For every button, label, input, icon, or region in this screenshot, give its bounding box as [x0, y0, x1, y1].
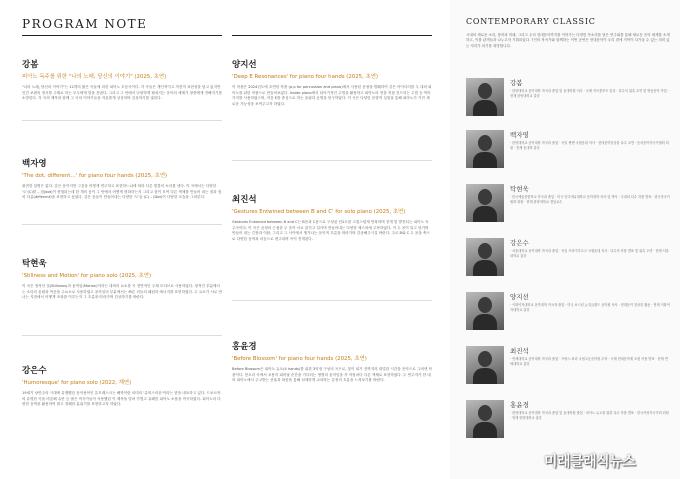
- program-item: [232, 193, 432, 242]
- performer-photo: [466, 400, 504, 438]
- performer-photo: [466, 184, 504, 222]
- performer-bio: · 한국예술종합학교 작곡과 졸업 · 미국 인디애나대학교 음악대학 석사 및 박사 · 국내외 다수 작품 발표 · 한국작곡가협회 회원 · 현재 한양대학교 겸임교수: [510, 195, 670, 204]
- work-description: "나의 노래, 당신의 이야기"는 12개의 짧은 곡들에 의한 피아노 모음곡이다. 각 곡들은 개인적이고 자전적 표현성을 담고 있지만 인간 보편의 정서를 주제로 하는 모두에게 말을 건넨다. 그리고 그 안에서 다양하게 펼쳐지는 음악의 세계가 청중에게 전해지기를 소망한다. 각 곡의 제목과 함께 그 곡의 이야기들을 자유롭게 상상하며 감상하기를 권한다.: [22, 85, 222, 101]
- composer-name: 최진석: [232, 195, 257, 205]
- divider: [232, 300, 432, 301]
- divider: [22, 224, 222, 225]
- performer-name: 양지선: [510, 293, 529, 301]
- performer-bio: · 연세대학교 음악대학 작곡과 졸업 · 프랑스 파리 국립고등음악원 수학 · 국제 현대음악제 초청 작품 발표 · 현재 연세대학교 출강: [510, 357, 668, 366]
- work-description: Gestures Entwined between B and C는 B음과 C음으로 구성된 단2도를 고집스럽게 반복하며 전개 및 발전되는 피아노 독주곡이다. 이 곡은 음정의 근접한 두 음이 서로 얽히고 설키며 만들어내는 다양한 제스처에 주목하였다. 이 두 음이 밀고 당기며 만들어 내는 긴장과 이완, 그리고 그 사이에서 생겨나는 음악적 흐름을 따라가며 감상해주시길 바란다. 주로 B와 C 두 음을 축으로 다양한 음역과 리듬으로 변주되며 곡이 전개된다.: [232, 220, 430, 241]
- work-description: Before Blossom은 피아노 듀오(4 hands)를 위한 3악장 구성의 곡으로, 꽃이 피기 전까지의 내밀한 시간을 음악으로 그려낸 작품이다. 봉오리 속에서 조용히 피어날 순간을 기다리는 생명의 움직임을 각 악장마다 다른 색채로 표현하였다. 두 연주자가 한 대의 피아노에서 주고받는 선율과 화음을 통해 섬세하게 교차하는 감정의 흐름을 느껴보기를 바란다.: [232, 367, 432, 383]
- work-title: 피아노 독주를 위한 "나의 노래, 당신의 이야기" (2025, 초연): [22, 74, 167, 80]
- work-description: 19세기 낭만주의 시대에 유행했던 음악용어인 유모레스크는 해학이란 의미의 '유머스러운'이라는 뜻을 내포하고 있다. 드보르작의 유명한 곡을 비롯해 슈만 등 많은 작곡가들이 사용했던 이 제목을 빌려 가볍고 유쾌한 피아노 소품을 작곡하였다. 피아노의 다양한 음색을 활용하여 밝고 경쾌한 분위기를 표현하고자 하였다.: [22, 391, 221, 407]
- news-watermark: 미래클래식뉴스: [544, 454, 636, 470]
- composer-name: 탁현욱: [22, 259, 47, 269]
- divider: [232, 160, 432, 161]
- work-description: 이 곡은 정적인 것(Stillness)과 움직임(Motion)이라는 대비의 요소를 곡 전반적인 주제 모티브로 사용하였다. 정적인 부분에서는 소리의 울림과 여운을 주요소로 사용하였고 움직임의 부분에서는 빠른 리듬의 패턴과 에너지를 표현하였다. 두 요소가 서로 만나는 지점에서 어떻게 조화를 이루는지 그 흐름을 따라가며 감상하기를 바란다.: [22, 284, 222, 300]
- contemporary-classic-page: [450, 0, 680, 479]
- work-title: 'Stillness and Motion' for piano solo (2025, 초연): [22, 273, 152, 279]
- performer-bio: · 한양대학교 음악대학 작곡과 졸업 · 독일 뮌헨 국립음대 석사 · 현대음악앙상블 다수 초연 · 동서음악작곡가협회 회원 · 현재 동대학 출강: [510, 141, 669, 150]
- performer-bio: · 한양대학교 음악대학 작곡과 졸업 및 동대학원 졸업 · 피아노 듀오를 위한 다수 작품 발표 · 한국여성작곡가회 회원 · 현재 한양대학교 출강: [510, 411, 669, 420]
- performer-bio: · 한양대학교 음악대학 작곡과 졸업 및 동대학원 석사 · 국제 작곡콩쿠르 입상 · 다수의 위촉 초연 및 방송음악 작업 · 현재 한양대학교 출강: [510, 89, 669, 98]
- performer-profile: [466, 346, 672, 386]
- program-item: [22, 257, 222, 301]
- divider: [22, 335, 222, 336]
- performer-bio: · 서울대학교 음악대학 작곡과 졸업 · 독일 프라이부르크 국립음대 석사 · 다수의 작품 발표 및 위촉 초연 · 현재 서울대학교 출강: [510, 249, 669, 258]
- performer-photo: [466, 346, 504, 384]
- composer-name: 백자영: [22, 159, 47, 169]
- composer-name: 양지선: [232, 60, 257, 70]
- composer-name: 강은수: [22, 366, 47, 376]
- program-item: [232, 340, 432, 384]
- performer-photo: [466, 78, 504, 116]
- work-title: 'The dot, different…' for piano four hands (2025, 초연): [22, 173, 168, 179]
- program-item: [22, 157, 222, 201]
- concert-intro: 시대의 새로운 소리, 창작과 미래, 그리고 우리 현대음악까지를 이어가는 다양한 목소리를 담은 연주회를 통해 새로운 음악 세계를 소개하고, 이를 관객들과 나누고자 기획되었다. 7인의 작곡가와 함께하는 이번 공연은 현대음악이 우리 곁에 가까이 다가올 수 있는 의미 있는 자리가 되기를 희망합니다.: [466, 33, 670, 48]
- program-item: [22, 364, 222, 408]
- work-title: 'Deep E Resonances' for piano four hands (2025, 초연): [232, 74, 379, 80]
- performer-name: 탁현욱: [510, 185, 529, 193]
- program-item: [232, 58, 432, 107]
- page-title: PROGRAM NOTE: [22, 17, 148, 31]
- performer-profile: [466, 400, 672, 440]
- performer-profile: [466, 292, 672, 332]
- performer-name: 홍윤경: [510, 401, 529, 409]
- performer-bio: · 이화여자대학교 음악대학 작곡과 졸업 · 미국 보스턴 뉴잉글랜드 음악원 석사 · 현대음악 앙상블 활동 · 현재 이화여자대학교 출강: [510, 303, 670, 312]
- performer-name: 최진석: [510, 347, 529, 355]
- work-description: 완전한 설명은 없다. 같은 음이지만 그것을 어떻게 연주하고 표현하느냐에 따라 다른 빛깔의 소리를 낸다. 이 곡에서는 다양한 '도'(C)를 – 점(dot)이 중첩되는데 한 개의 음이 그 안에서 어떻게 변화하는지 그리고 점이 모여 다른 색채를 만들어 내는 점과 점의 다름(different)을 표현하고 싶었다. 같은 음들이 만들어내는 다양한 '도'들 (C) – (Dot)이 다양한 모습을 그려본다.: [22, 184, 222, 200]
- program-item: [22, 58, 222, 102]
- title-rule: [232, 35, 432, 36]
- work-description: 이 작품은 2024년도에 초연한 작품 (p.p for percussion and piano)에서 사용된 음형을 발췌하여 같은 아이디어를 두 대의 피아노를 위한 작품으로 만들어보았다. Inside piano에서 타악기적인 주법을 활용하고 피아노의 현을 직접 건드리는 주법 등 여러 가지를 사용하였으며, 저음 E를 중심으로 하는 울림과 공명을 탐구하였다. 이 곡은 다양한 음향적 실험을 통해 피아노가 가진 새로운 가능성을 보여주고자 하였다.: [232, 85, 432, 106]
- performer-name: 백자영: [510, 131, 529, 139]
- performer-profile: [466, 130, 672, 170]
- composer-name: 홍윤경: [232, 342, 257, 352]
- work-title: 'Humoresque' for piano solo (2022, 재연): [22, 380, 132, 386]
- divider: [22, 120, 222, 121]
- performer-name: 강봄: [510, 79, 523, 87]
- performer-name: 강은수: [510, 239, 529, 247]
- composer-name: 강봄: [22, 60, 39, 70]
- performer-photo: [466, 292, 504, 330]
- performer-profile: [466, 78, 672, 118]
- performer-profile: [466, 238, 672, 278]
- title-rule: [22, 35, 222, 36]
- performer-photo: [466, 238, 504, 276]
- work-title: 'Gestures Entwined between B and C' for solo piano (2025, 초연): [232, 209, 406, 215]
- performer-photo: [466, 130, 504, 168]
- performer-profile: [466, 184, 672, 224]
- section-title: CONTEMPORARY CLASSIC: [466, 17, 596, 26]
- work-title: 'Before Blossom' for piano four hands (2025, 초연): [232, 356, 367, 362]
